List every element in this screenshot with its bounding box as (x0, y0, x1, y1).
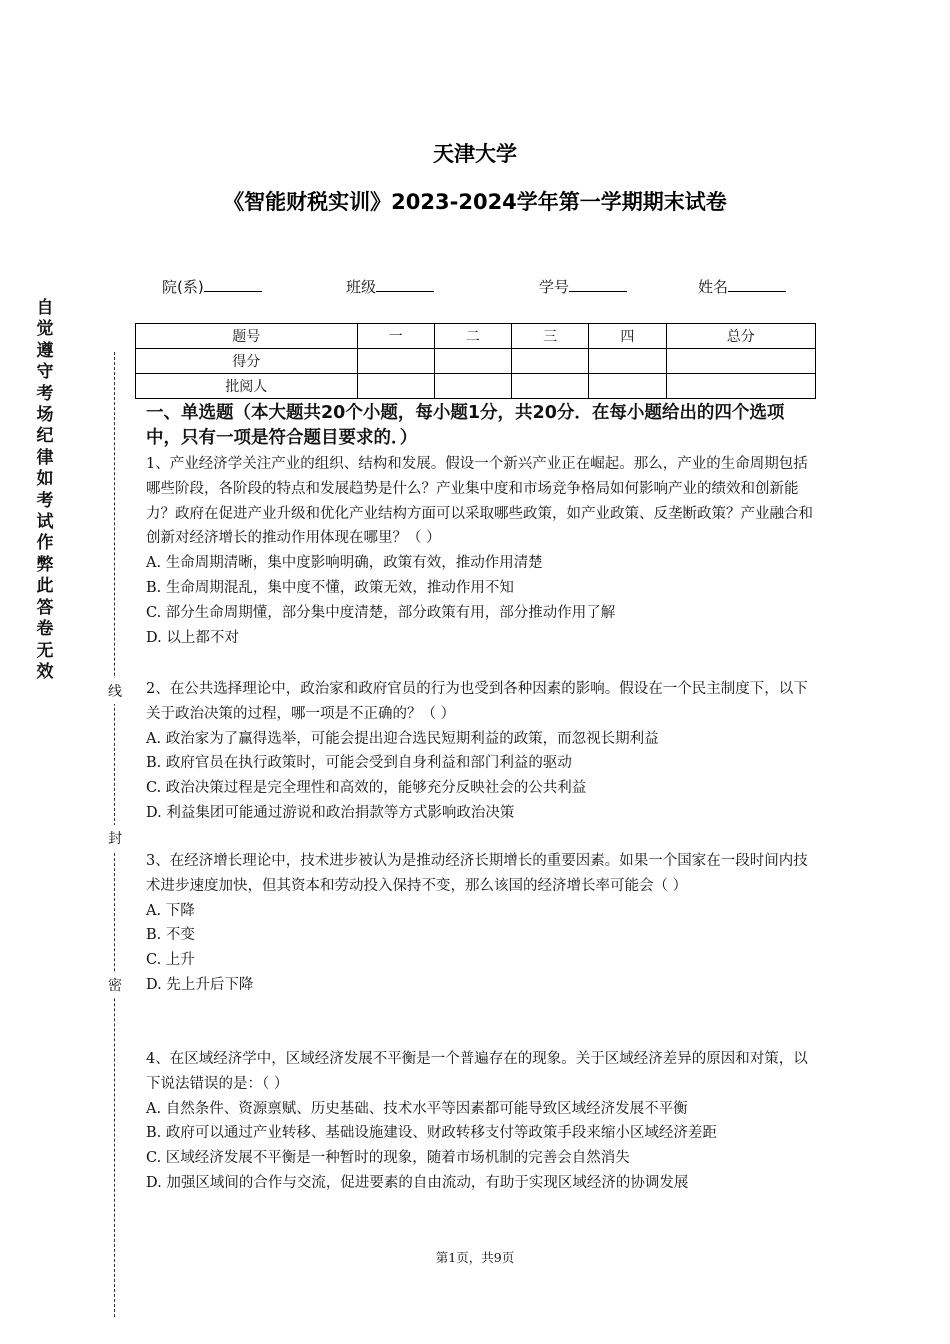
id-blank[interactable] (569, 277, 627, 292)
option-b[interactable]: B. 政府可以通过产业转移、基础设施建设、财政转移支付等政策手段来缩小区域经济差距 (146, 1125, 717, 1142)
question-stem: 2、在公共选择理论中，政治家和政府官员的行为也受到各种因素的影响。假设在一个民主制度下，以下关于政治决策的过程，哪一项是不正确的？（ ） (146, 681, 808, 722)
side-char: 卷 (36, 619, 54, 640)
side-char: 作 (36, 533, 54, 554)
score-header-row (136, 324, 816, 349)
reviewer-row-label: 批阅人 (136, 374, 358, 399)
dept-label: 院(系) (162, 278, 204, 296)
option-d[interactable]: D. 先上升后下降 (146, 976, 254, 993)
option-c[interactable]: C. 部分生命周期懂，部分集中度清楚，部分政策有用，部分推动作用了解 (146, 604, 616, 621)
score-header-cell: 总分 (666, 324, 815, 349)
option-c[interactable]: C. 区域经济发展不平衡是一种暂时的现象，随着市场机制的完善会自然消失 (146, 1150, 630, 1167)
reviewer-cell[interactable] (589, 374, 666, 399)
question-4 (146, 1047, 814, 1196)
id-field (539, 276, 627, 297)
reviewer-cell[interactable] (666, 374, 815, 399)
option-b[interactable]: B. 生命周期混乱，集中度不懂，政策无效，推动作用不知 (146, 579, 514, 596)
seal-mark-secret: 密 (106, 972, 124, 998)
reviewer-cell[interactable] (434, 374, 511, 399)
id-label: 学号 (539, 278, 570, 296)
seal-mark-line: 线 (106, 678, 124, 704)
side-char: 纪 (36, 426, 54, 447)
score-header-cell: 二 (434, 324, 511, 349)
side-char: 如 (36, 469, 54, 490)
side-char: 觉 (36, 319, 54, 340)
question-stem: 3、在经济增长理论中，技术进步被认为是推动经济长期增长的重要因素。如果一个国家在一段时间内技术进步速度加快，但其资本和劳动投入保持不变，那么该国的经济增长率可能会（ ） (146, 853, 808, 894)
score-header-cell: 题号 (136, 324, 358, 349)
side-char: 弊 (36, 554, 54, 575)
reviewer-cell[interactable] (512, 374, 589, 399)
side-char: 律 (36, 447, 54, 468)
question-2 (146, 677, 814, 826)
option-c[interactable]: C. 上升 (146, 952, 195, 969)
name-label: 姓名 (698, 278, 729, 296)
option-b[interactable]: B. 政府官员在执行政策时，可能会受到自身利益和部门利益的驱动 (146, 755, 572, 772)
class-label: 班级 (346, 278, 377, 296)
option-d[interactable]: D. 利益集团可能通过游说和政治捐款等方式影响政治决策 (146, 804, 515, 821)
option-a[interactable]: A. 自然条件、资源禀赋、历史基础、技术水平等因素都可能导致区域经济发展不平衡 (146, 1100, 688, 1117)
score-cell[interactable] (666, 349, 815, 374)
side-char: 遵 (36, 340, 54, 361)
exam-title: 《智能财税实训》2023-2024学年第一学期期末试卷 (223, 190, 727, 214)
question-1 (146, 452, 814, 650)
option-c[interactable]: C. 政治决策过程是完全理性和高效的，能够充分反映社会的公共利益 (146, 780, 587, 797)
dept-blank[interactable] (204, 277, 262, 292)
score-header-cell: 一 (357, 324, 434, 349)
score-cell[interactable] (434, 349, 511, 374)
question-stem: 4、在区域经济学中，区域经济发展不平衡是一个普遍存在的现象。关于区域经济差异的原因和对策，以下说法错误的是：（ ） (146, 1051, 808, 1092)
page-footer: 第1页，共9页 (435, 1250, 515, 1265)
side-char: 无 (36, 640, 54, 661)
score-row (136, 349, 816, 374)
side-char: 考 (36, 490, 54, 511)
score-row-label: 得分 (136, 349, 358, 374)
section-title: 一、单选题（本大题共20个小题，每小题1分，共20分．在每小题给出的四个选项中，只有一项是符合题目要求的．） (146, 403, 785, 448)
class-field (346, 276, 434, 297)
option-b[interactable]: B. 不变 (146, 927, 195, 944)
option-d[interactable]: D. 以上都不对 (146, 629, 239, 646)
score-header-cell: 三 (512, 324, 589, 349)
score-header-cell: 四 (589, 324, 666, 349)
side-char: 考 (36, 383, 54, 404)
question-3 (146, 849, 814, 998)
option-a[interactable]: A. 政治家为了赢得选举，可能会提出迎合选民短期利益的政策，而忽视长期利益 (146, 730, 659, 747)
side-char: 自 (36, 298, 54, 318)
class-blank[interactable] (376, 277, 434, 292)
option-d[interactable]: D. 加强区域间的合作与交流，促进要素的自由流动，有助于实现区域经济的协调发展 (146, 1174, 689, 1191)
side-char: 试 (36, 512, 54, 533)
dept-field (162, 276, 262, 297)
side-char: 守 (36, 362, 54, 383)
side-char: 场 (36, 405, 54, 426)
side-warning-text (34, 298, 56, 683)
side-char: 答 (36, 597, 54, 618)
side-char: 此 (36, 576, 54, 597)
option-a[interactable]: A. 下降 (146, 902, 195, 919)
reviewer-cell[interactable] (357, 374, 434, 399)
score-cell[interactable] (589, 349, 666, 374)
score-table (135, 323, 816, 399)
name-field (698, 276, 786, 297)
option-a[interactable]: A. 生命周期清晰，集中度影响明确，政策有效，推动作用清楚 (146, 555, 543, 572)
side-char: 效 (36, 661, 54, 682)
question-stem: 1、产业经济学关注产业的组织、结构和发展。假设一个新兴产业正在崛起。那么，产业的生命周期包括哪些阶段，各阶段的特点和发展趋势是什么？产业集中度和市场竞争格局如何影响产业的绩效和创新能力？政府在促进产业升级和优化产业结构方面可以采取哪些政策，如产业政策、反垄断政策？产业融合和创新对经济增长的推动作用体现在哪里？（ ） (146, 456, 813, 547)
score-cell[interactable] (512, 349, 589, 374)
university-title: 天津大学 (433, 142, 517, 166)
reviewer-row (136, 374, 816, 399)
score-cell[interactable] (357, 349, 434, 374)
name-blank[interactable] (728, 277, 786, 292)
seal-mark-seal: 封 (106, 825, 124, 851)
